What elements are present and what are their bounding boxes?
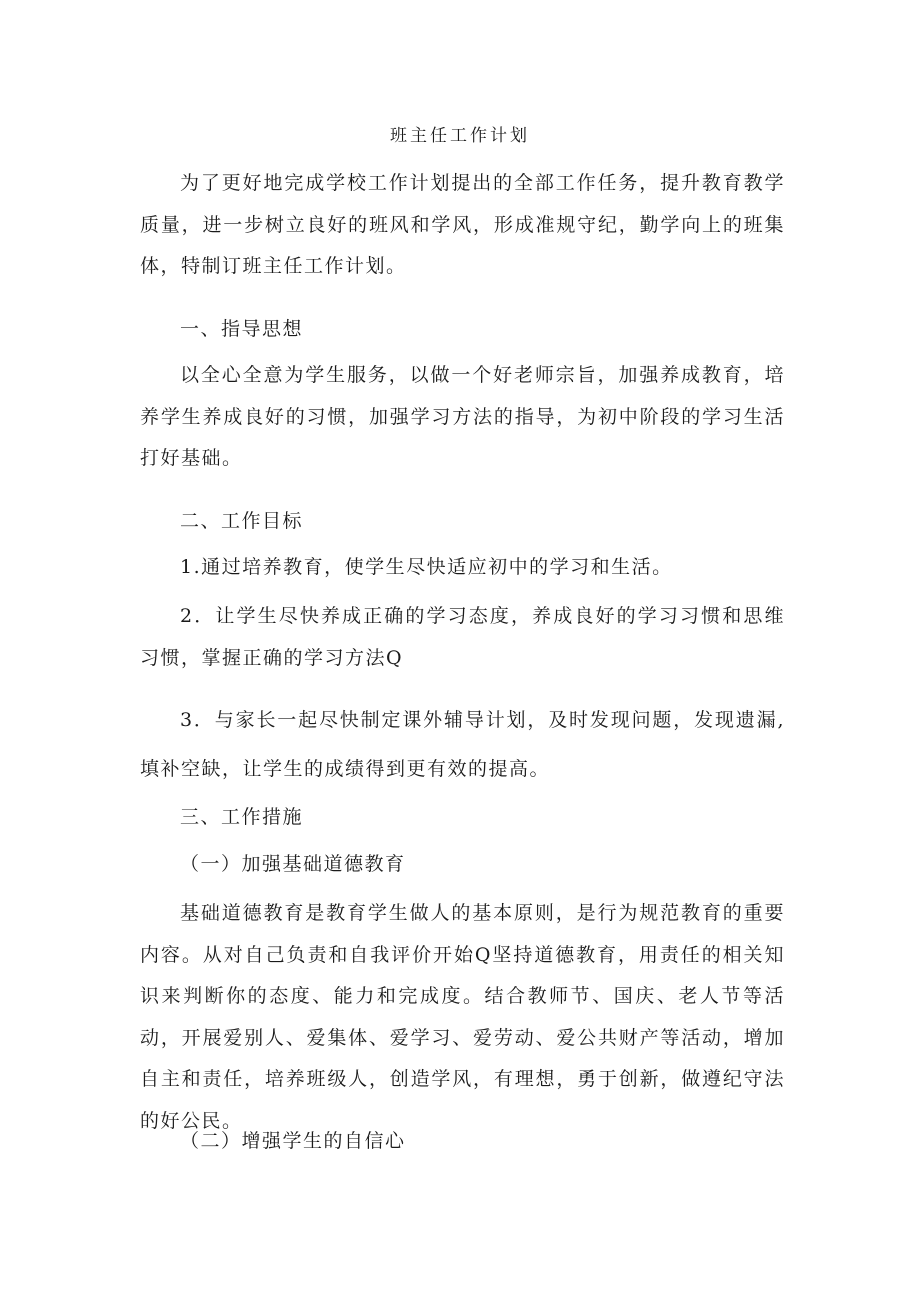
section3-sub1-paragraph: 基础道德教育是教育学生做人的基本原则，是行为规范教育的重要内容。从对自己负责和自我评价开始Q坚持道德教育，用责任的相关知识来判断你的态度、能力和完成度。结合教师节、国庆、老人节等活动，开展爱别人、爱集体、爱学习、爱劳动、爱公共财产等活动，增加自主和责任，培养班级人，创造学风，有理想，勇于创新，做遵纪守法的好公民。: [140, 902, 785, 1132]
section3-sub1-heading: （一）加强基础道德教育: [180, 853, 406, 875]
section2-item3-block: [140, 696, 785, 794]
section2-item2-block: [140, 596, 785, 679]
document-title: 班主任工作计划: [390, 126, 530, 146]
section2-item2: 2．让学生尽快养成正确的学习态度，养成良好的学习习惯和思维习惯，掌握正确的学习方法Q: [140, 605, 785, 669]
section2-item1-block: [140, 547, 785, 589]
intro-block: [140, 163, 785, 288]
section2-heading: 二、工作目标: [180, 510, 304, 532]
section3-sub1-block: [140, 893, 785, 1142]
section1-paragraph: 以全心全意为学生服务，以做一个好老师宗旨，加强养成教育，培养学生养成良好的习惯，加强学习方法的指导，为初中阶段的学习生活打好基础。: [140, 364, 785, 469]
section1-heading: 一、指导思想: [180, 318, 304, 340]
intro-paragraph: 为了更好地完成学校工作计划提出的全部工作任务，提升教育教学质量，进一步树立良好的班风和学风，形成准规守纪，勤学向上的班集体，特制订班主任工作计划。: [140, 172, 785, 277]
section1-block: [140, 355, 785, 480]
section2-item1: 1.通过培养教育，使学生尽快适应初中的学习和生活。: [180, 556, 673, 578]
section3-sub2-heading: （二）增强学生的自信心: [180, 1130, 406, 1152]
section2-item3: 3．与家长一起尽快制定课外辅导计划，及时发现问题，发现遗漏,填补空缺，让学生的成绩得到更有效的提高。: [140, 709, 785, 780]
section3-heading: 三、工作措施: [180, 806, 304, 828]
